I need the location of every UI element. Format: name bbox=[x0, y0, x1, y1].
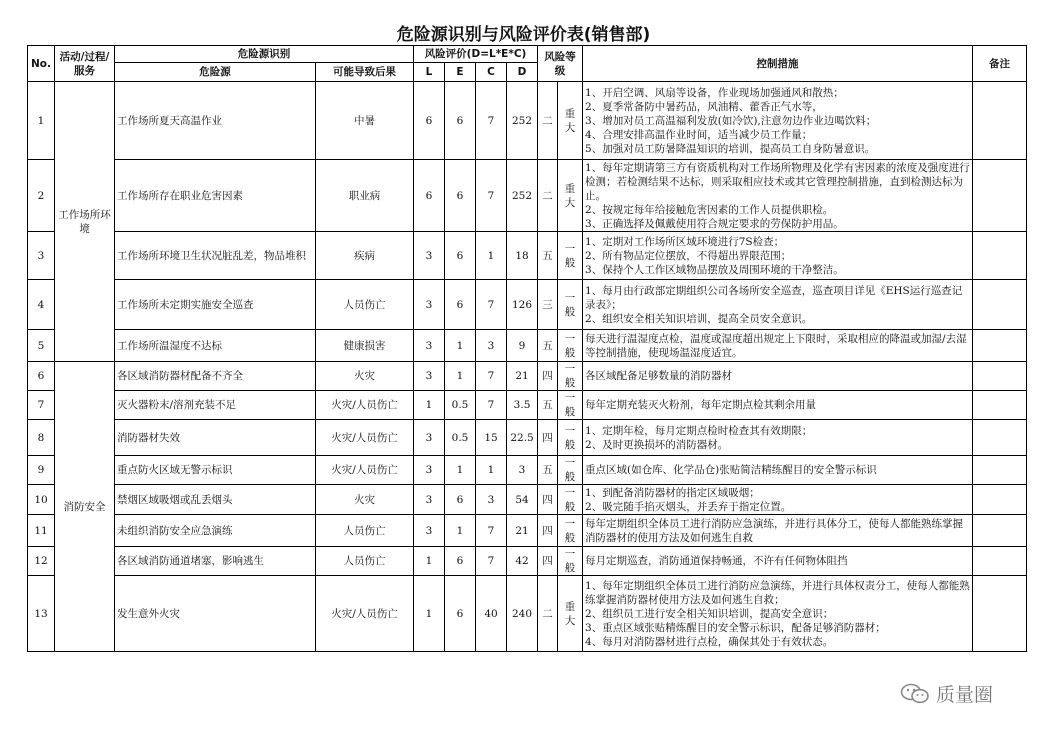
header-hazard-group: 危险源识别 bbox=[115, 46, 414, 63]
header-D: D bbox=[507, 63, 538, 82]
table-row bbox=[28, 515, 1027, 547]
e-value: 1 bbox=[445, 456, 476, 485]
c-value: 1 bbox=[476, 232, 507, 280]
e-value: 1 bbox=[445, 330, 476, 362]
d-value: 22.5 bbox=[507, 420, 538, 456]
consequence-cell: 火灾/人员伤亡 bbox=[316, 456, 414, 485]
consequence-cell: 火灾/人员伤亡 bbox=[316, 576, 414, 652]
table-row bbox=[28, 547, 1027, 576]
consequence-cell: 火灾 bbox=[316, 485, 414, 515]
header-remark: 备注 bbox=[973, 46, 1027, 82]
row-no: 6 bbox=[28, 362, 55, 391]
e-value: 6 bbox=[445, 82, 476, 160]
level-cell: 一般 bbox=[558, 362, 583, 391]
control-cell: 1、定期对工作场所区域环境进行7S检查； 2、所有物品定位摆放，不得超出界限范围； 3、保持个人工作区域物品摆放及周围环境的干净整洁。 bbox=[583, 232, 973, 280]
table-row bbox=[28, 362, 1027, 391]
remark-cell bbox=[973, 547, 1027, 576]
row-no: 13 bbox=[28, 576, 55, 652]
header-risk-eval: 风险评价(D=L*E*C) bbox=[414, 46, 538, 63]
e-value: 6 bbox=[445, 280, 476, 330]
d-value: 252 bbox=[507, 82, 538, 160]
activity-cell: 消防安全 bbox=[55, 362, 115, 652]
hazard-cell: 工作场所存在职业危害因素 bbox=[115, 160, 316, 232]
consequence-cell: 疾病 bbox=[316, 232, 414, 280]
c-value: 7 bbox=[476, 362, 507, 391]
control-cell: 每月定期巡查，消防通道保持畅通，不许有任何物体阻挡 bbox=[583, 547, 973, 576]
l-value: 3 bbox=[414, 456, 445, 485]
level-cell: 一般 bbox=[558, 232, 583, 280]
header-activity: 活动/过程/服务 bbox=[55, 46, 115, 82]
watermark-text: 质量圈 bbox=[936, 684, 994, 706]
l-value: 6 bbox=[414, 160, 445, 232]
hazard-cell: 发生意外火灾 bbox=[115, 576, 316, 652]
level-cell: 一般 bbox=[558, 391, 583, 420]
hazard-cell: 工作场所夏天高温作业 bbox=[115, 82, 316, 160]
l-value: 3 bbox=[414, 232, 445, 280]
control-cell: 1、每年定期组织全体员工进行消防应急演练，并进行具体权责分工，使每人都能熟练掌握消防器材使用方法及如何逃生自救； 2、组织员工进行安全相关知识培训，提高安全意识； 3、重点区域张贴精炼醒目的安全警示标识，配备足够消防器材； 4、每月对消防器材进行点检，确保其处于有效状态。 bbox=[583, 576, 973, 652]
consequence-cell: 人员伤亡 bbox=[316, 547, 414, 576]
row-no: 11 bbox=[28, 515, 55, 547]
row-no: 4 bbox=[28, 280, 55, 330]
c-value: 40 bbox=[476, 576, 507, 652]
level-cell: 一般 bbox=[558, 280, 583, 330]
hazard-cell: 工作场所未定期实施安全巡查 bbox=[115, 280, 316, 330]
c-value: 3 bbox=[476, 330, 507, 362]
control-cell: 1、开启空调、风扇等设备，作业现场加强通风和散热； 2、夏季常备防中暑药品，风油精、藿香正气水等， 3、增加对员工高温福利发放(如冷饮),注意勿边作业边喝饮料； 4、合理安排高温作业时间，适当减少员工作量； 5、加强对员工防暑降温知识的培训，提高员工自身防暑意识。 bbox=[583, 82, 973, 160]
grade-cell: 四 bbox=[538, 547, 558, 576]
d-value: 3.5 bbox=[507, 391, 538, 420]
e-value: 6 bbox=[445, 485, 476, 515]
l-value: 6 bbox=[414, 82, 445, 160]
table-row bbox=[28, 82, 1027, 160]
grade-cell: 五 bbox=[538, 232, 558, 280]
remark-cell bbox=[973, 160, 1027, 232]
remark-cell bbox=[973, 362, 1027, 391]
d-value: 21 bbox=[507, 362, 538, 391]
row-no: 1 bbox=[28, 82, 55, 160]
remark-cell bbox=[973, 391, 1027, 420]
row-no: 3 bbox=[28, 232, 55, 280]
e-value: 1 bbox=[445, 362, 476, 391]
d-value: 3 bbox=[507, 456, 538, 485]
l-value: 3 bbox=[414, 280, 445, 330]
remark-cell bbox=[973, 576, 1027, 652]
consequence-cell: 健康损害 bbox=[316, 330, 414, 362]
c-value: 7 bbox=[476, 82, 507, 160]
c-value: 15 bbox=[476, 420, 507, 456]
control-cell: 1、每年定期请第三方有资质机构对工作场所物理及化学有害因素的浓度及强度进行检测；若检测结果不达标，则采取相应技术或其它管理控制措施，直到检测达标为止。 2、按规定每年给接触危害因素的工作人员提供职检。 3、正确选择及佩戴使用符合规定要求的劳保防护用品。 bbox=[583, 160, 973, 232]
table-row bbox=[28, 232, 1027, 280]
control-cell: 重点区域(如仓库、化学品仓)张贴简洁精练醒目的安全警示标识 bbox=[583, 456, 973, 485]
l-value: 3 bbox=[414, 420, 445, 456]
hazard-cell: 未组织消防安全应急演练 bbox=[115, 515, 316, 547]
grade-cell: 五 bbox=[538, 456, 558, 485]
control-cell: 1、每月由行政部定期组织公司各场所安全巡查，巡查项目详见《EHS运行巡查记录表》； 2、组织安全相关知识培训，提高全员安全意识。 bbox=[583, 280, 973, 330]
consequence-cell: 火灾/人员伤亡 bbox=[316, 420, 414, 456]
remark-cell bbox=[973, 232, 1027, 280]
header-C: C bbox=[476, 63, 507, 82]
grade-cell: 二 bbox=[538, 576, 558, 652]
remark-cell bbox=[973, 330, 1027, 362]
e-value: 6 bbox=[445, 160, 476, 232]
c-value: 7 bbox=[476, 160, 507, 232]
header-hazard: 危险源 bbox=[115, 63, 316, 82]
grade-cell: 四 bbox=[538, 515, 558, 547]
l-value: 1 bbox=[414, 576, 445, 652]
wechat-icon bbox=[900, 683, 930, 705]
table-row bbox=[28, 485, 1027, 515]
row-no: 5 bbox=[28, 330, 55, 362]
header-L: L bbox=[414, 63, 445, 82]
hazard-cell: 工作场所温湿度不达标 bbox=[115, 330, 316, 362]
d-value: 126 bbox=[507, 280, 538, 330]
e-value: 0.5 bbox=[445, 391, 476, 420]
page-title: 危险源识别与风险评价表(销售部) bbox=[396, 25, 651, 45]
c-value: 7 bbox=[476, 547, 507, 576]
control-cell: 每天进行温湿度点检，温度或湿度超出规定上下限时，采取相应的降温或加湿/去湿等控制措施，使现场温湿度适宜。 bbox=[583, 330, 973, 362]
header-consequence: 可能导致后果 bbox=[316, 63, 414, 82]
grade-cell: 四 bbox=[538, 485, 558, 515]
d-value: 9 bbox=[507, 330, 538, 362]
watermark bbox=[900, 680, 993, 707]
remark-cell bbox=[973, 420, 1027, 456]
c-value: 7 bbox=[476, 280, 507, 330]
level-cell: 一般 bbox=[558, 330, 583, 362]
table-row bbox=[28, 160, 1027, 232]
table-row bbox=[28, 456, 1027, 485]
consequence-cell: 人员伤亡 bbox=[316, 515, 414, 547]
c-value: 1 bbox=[476, 456, 507, 485]
remark-cell bbox=[973, 485, 1027, 515]
remark-cell bbox=[973, 456, 1027, 485]
c-value: 7 bbox=[476, 391, 507, 420]
l-value: 3 bbox=[414, 515, 445, 547]
grade-cell: 四 bbox=[538, 420, 558, 456]
consequence-cell: 火灾 bbox=[316, 362, 414, 391]
remark-cell bbox=[973, 82, 1027, 160]
level-cell: 一般 bbox=[558, 485, 583, 515]
l-value: 1 bbox=[414, 547, 445, 576]
table-row bbox=[28, 280, 1027, 330]
row-no: 2 bbox=[28, 160, 55, 232]
d-value: 18 bbox=[507, 232, 538, 280]
row-no: 7 bbox=[28, 391, 55, 420]
remark-cell bbox=[973, 515, 1027, 547]
e-value: 6 bbox=[445, 576, 476, 652]
level-cell: 重大 bbox=[558, 160, 583, 232]
row-no: 10 bbox=[28, 485, 55, 515]
risk-table-body bbox=[28, 82, 1027, 652]
remark-cell bbox=[973, 280, 1027, 330]
header-control: 控制措施 bbox=[583, 46, 973, 82]
table-row bbox=[28, 391, 1027, 420]
control-cell: 每年定期组织全体员工进行消防应急演练，并进行具体分工，使每人都能熟练掌握消防器材的使用方法及如何逃生自救 bbox=[583, 515, 973, 547]
row-no: 8 bbox=[28, 420, 55, 456]
e-value: 6 bbox=[445, 232, 476, 280]
grade-cell: 五 bbox=[538, 330, 558, 362]
l-value: 3 bbox=[414, 362, 445, 391]
level-cell: 一般 bbox=[558, 420, 583, 456]
control-cell: 每年定期充装灭火粉剂，每年定期点检其剩余用量 bbox=[583, 391, 973, 420]
e-value: 0.5 bbox=[445, 420, 476, 456]
hazard-cell: 消防器材失效 bbox=[115, 420, 316, 456]
table-row bbox=[28, 330, 1027, 362]
level-cell: 重大 bbox=[558, 576, 583, 652]
c-value: 3 bbox=[476, 485, 507, 515]
hazard-cell: 各区域消防器材配备不齐全 bbox=[115, 362, 316, 391]
grade-cell: 三 bbox=[538, 280, 558, 330]
hazard-cell: 禁烟区域吸烟或乱丢烟头 bbox=[115, 485, 316, 515]
hazard-cell: 工作场所环境卫生状况脏乱差，物品堆积 bbox=[115, 232, 316, 280]
hazard-cell: 重点防火区域无警示标识 bbox=[115, 456, 316, 485]
e-value: 6 bbox=[445, 547, 476, 576]
hazard-cell: 灭火器粉末/溶剂充装不足 bbox=[115, 391, 316, 420]
activity-cell: 工作场所环境 bbox=[55, 82, 115, 362]
row-no: 9 bbox=[28, 456, 55, 485]
grade-cell: 四 bbox=[538, 362, 558, 391]
control-cell: 各区域配备足够数量的消防器材 bbox=[583, 362, 973, 391]
grade-cell: 二 bbox=[538, 160, 558, 232]
header-level: 风险等级 bbox=[538, 46, 583, 82]
e-value: 1 bbox=[445, 515, 476, 547]
table-row bbox=[28, 576, 1027, 652]
header-E: E bbox=[445, 63, 476, 82]
c-value: 7 bbox=[476, 515, 507, 547]
level-cell: 一般 bbox=[558, 456, 583, 485]
l-value: 3 bbox=[414, 485, 445, 515]
level-cell: 一般 bbox=[558, 547, 583, 576]
d-value: 54 bbox=[507, 485, 538, 515]
hazard-cell: 各区域消防通道堵塞，影响逃生 bbox=[115, 547, 316, 576]
consequence-cell: 火灾/人员伤亡 bbox=[316, 391, 414, 420]
control-cell: 1、到配备消防器材的指定区域吸烟； 2、吸完随手掐灭烟头，并丢弃于指定位置。 bbox=[583, 485, 973, 515]
level-cell: 重大 bbox=[558, 82, 583, 160]
l-value: 1 bbox=[414, 391, 445, 420]
grade-cell: 二 bbox=[538, 82, 558, 160]
d-value: 240 bbox=[507, 576, 538, 652]
control-cell: 1、定期年检，每月定期点检时检查其有效期限； 2、及时更换损坏的消防器材。 bbox=[583, 420, 973, 456]
header-no: No. bbox=[28, 46, 55, 82]
consequence-cell: 人员伤亡 bbox=[316, 280, 414, 330]
level-cell: 一般 bbox=[558, 515, 583, 547]
d-value: 42 bbox=[507, 547, 538, 576]
row-no: 12 bbox=[28, 547, 55, 576]
risk-table bbox=[27, 45, 1027, 652]
grade-cell: 五 bbox=[538, 391, 558, 420]
l-value: 3 bbox=[414, 330, 445, 362]
table-row bbox=[28, 420, 1027, 456]
consequence-cell: 职业病 bbox=[316, 160, 414, 232]
consequence-cell: 中暑 bbox=[316, 82, 414, 160]
d-value: 21 bbox=[507, 515, 538, 547]
d-value: 252 bbox=[507, 160, 538, 232]
